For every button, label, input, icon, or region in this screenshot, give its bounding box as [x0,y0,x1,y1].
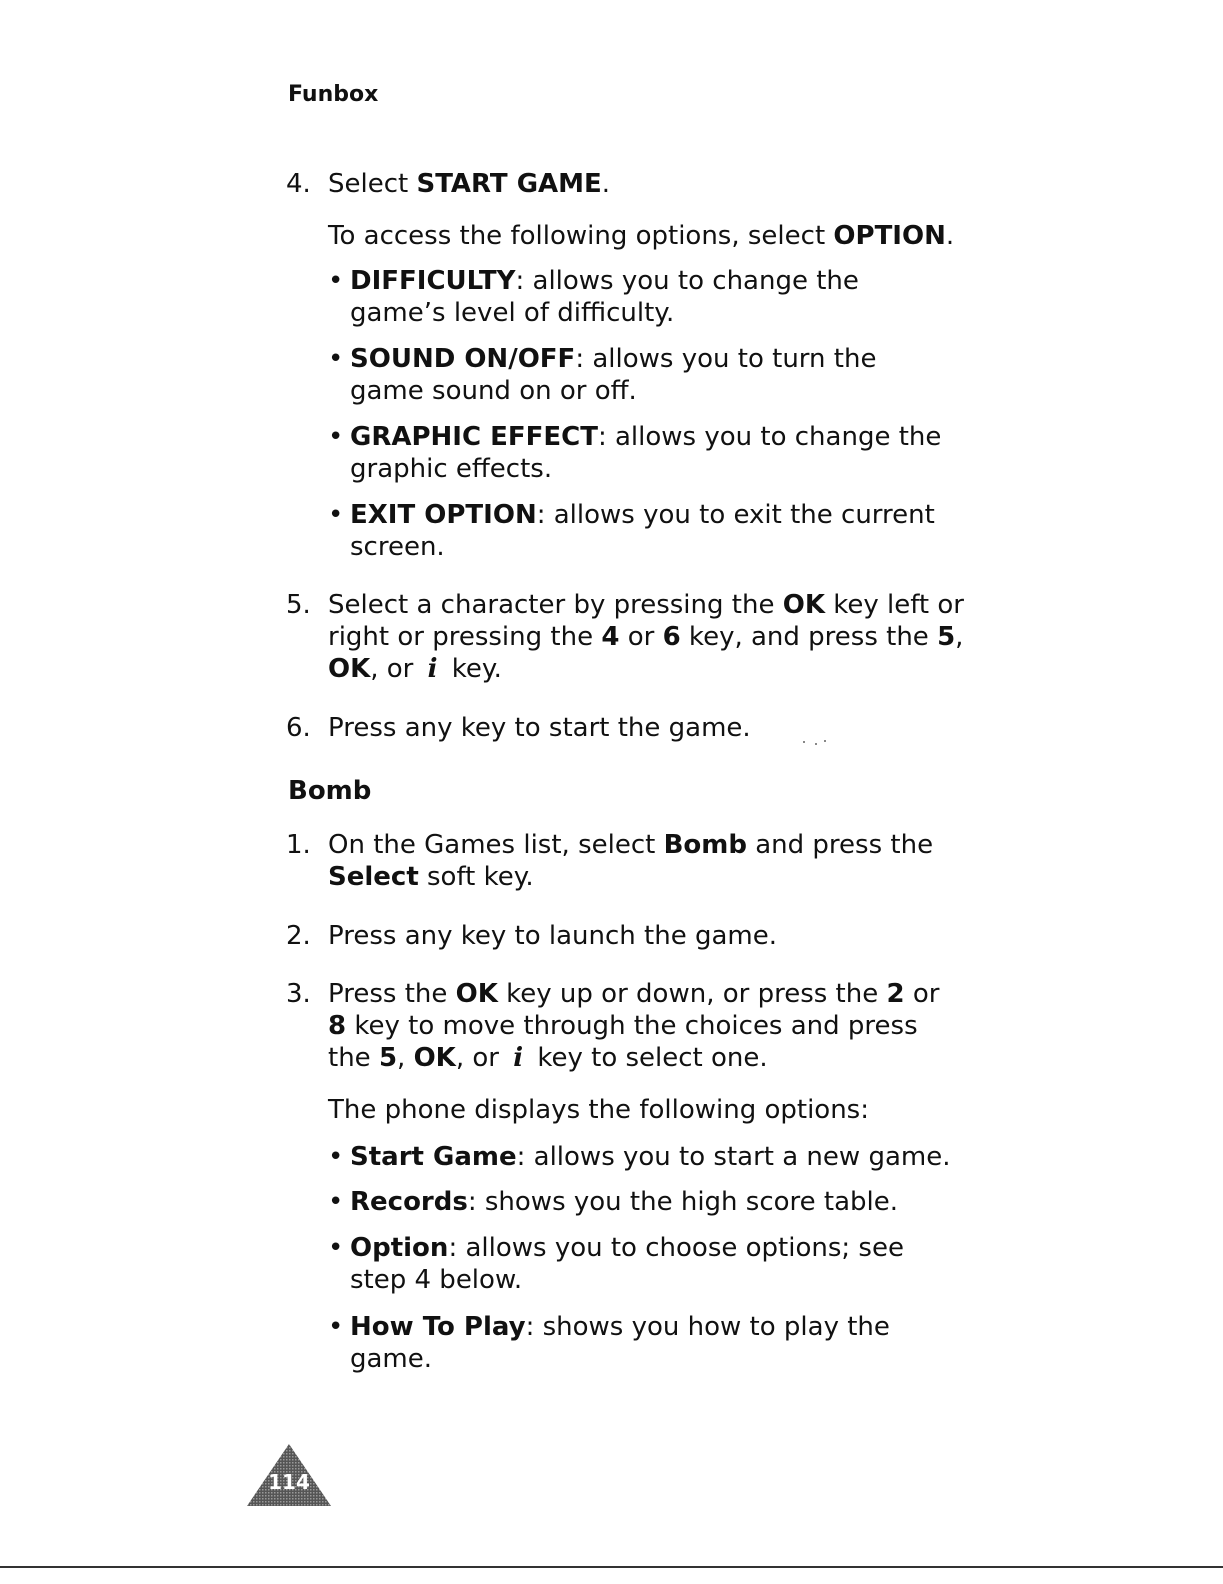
section-header: Funbox [288,82,379,107]
key-name: 2 [886,979,905,1009]
step-number: 4. [286,169,311,199]
step-text: Select [328,169,417,199]
bullet-item-exit-option [328,499,935,563]
bullet-icon: • [328,344,344,374]
key-name: 5 [937,622,956,652]
step-text: key to select one. [529,1043,768,1073]
step-text: key. [443,654,502,684]
key-name: 8 [328,1011,347,1041]
bullet-icon: • [328,266,344,296]
step-6 [286,712,751,744]
step-text: key, and press the [680,622,938,652]
step-number: 5. [286,590,311,620]
step-bold-term: START GAME [416,169,602,199]
bullet-item-sound [328,343,876,407]
step-text: or [904,979,940,1009]
bullet-item-graphic-effect [328,421,941,485]
page-number-badge [247,1444,331,1510]
option-desc: : allows you to change the [515,266,859,296]
page-number: 114 [268,1470,310,1494]
bullet-icon: • [328,1233,344,1263]
bullet-item-option [328,1232,904,1296]
option-desc-cont: step 4 below. [350,1265,523,1295]
key-name: 4 [601,622,620,652]
step-text: , or [370,654,422,684]
option-term: EXIT OPTION [350,500,537,530]
step-text: soft key. [418,862,534,892]
info-key-icon: i [513,1043,524,1073]
key-name: 5 [378,1043,398,1073]
option-term: SOUND ON/OFF [350,344,576,374]
step-text: Press any key to launch the game. [328,921,778,951]
key-name: OK [413,1043,456,1073]
option-desc: : allows you to change the [597,422,942,452]
bullet-icon: • [328,1142,344,1172]
step-text: On the Games list, select [328,830,664,860]
step-text: key to move through the choices and press [346,1011,918,1041]
info-key-icon: i [427,654,438,684]
step-text: . [601,169,611,199]
option-term: DIFFICULTY [350,266,516,296]
step-number: 6. [286,713,311,743]
bomb-step-2 [286,920,777,952]
bullet-icon: • [328,500,344,530]
option-desc: : allows you to turn the [575,344,877,374]
step-5 [286,589,964,685]
step-text: the [328,1043,379,1073]
options-intro [328,220,954,252]
bomb-step-1 [286,829,933,893]
step-text: or [619,622,663,652]
step-text: Press the [328,979,456,1009]
option-desc-cont: screen. [350,532,445,562]
option-term: Start Game [350,1142,517,1172]
key-name: OK [328,654,371,684]
step-text: key left or [824,590,964,620]
step-4 [286,168,610,200]
step-text: key up or down, or press the [497,979,887,1009]
option-term: Option [350,1233,449,1263]
bullet-item-difficulty [328,265,859,329]
step-text: , or [455,1043,508,1073]
step-bold-term: Bomb [663,830,747,860]
key-name: OK [455,979,498,1009]
step-number: 2. [286,921,311,951]
option-term: GRAPHIC EFFECT [350,422,598,452]
bomb-step-3 [286,978,939,1074]
bullet-icon: • [328,1187,344,1217]
intro-bold-term: OPTION [833,221,946,251]
step-text: Press any key to start the game. [328,713,751,743]
page-bottom-rule [0,1566,1223,1568]
intro-text: . [945,221,955,251]
option-desc-cont: graphic effects. [350,454,553,484]
option-desc-cont: game’s level of difficulty. [350,298,675,328]
option-desc-cont: game. [350,1344,433,1374]
bullet-icon: • [328,422,344,452]
option-desc: : allows you to exit the current [536,500,935,530]
option-desc: : shows you the high score table. [467,1187,899,1217]
option-desc: : shows you how to play the [525,1312,890,1342]
step-bold-term: Select [328,862,419,892]
step-text: and press the [746,830,934,860]
key-name: 6 [662,622,681,652]
bullet-item-start-game [328,1141,950,1173]
displays-intro: The phone displays the following options: [328,1095,869,1125]
option-desc: : allows you to choose options; see [448,1233,904,1263]
step-number: 3. [286,979,311,1009]
step-number: 1. [286,830,311,860]
key-name: OK [782,590,825,620]
option-desc-cont: game sound on or off. [350,376,637,406]
bullet-item-records [328,1186,898,1218]
step-text: , [955,622,964,652]
option-desc: : allows you to start a new game. [516,1142,951,1172]
step-text: , [397,1043,414,1073]
bomb-heading: Bomb [288,776,372,806]
step-text: right or pressing the [328,622,602,652]
bullet-item-how-to-play [328,1311,890,1375]
bullet-icon: • [328,1312,344,1342]
option-term: Records [350,1187,468,1217]
option-term: How To Play [350,1312,526,1342]
step-text: Select a character by pressing the [328,590,783,620]
intro-text: To access the following options, select [328,221,834,251]
